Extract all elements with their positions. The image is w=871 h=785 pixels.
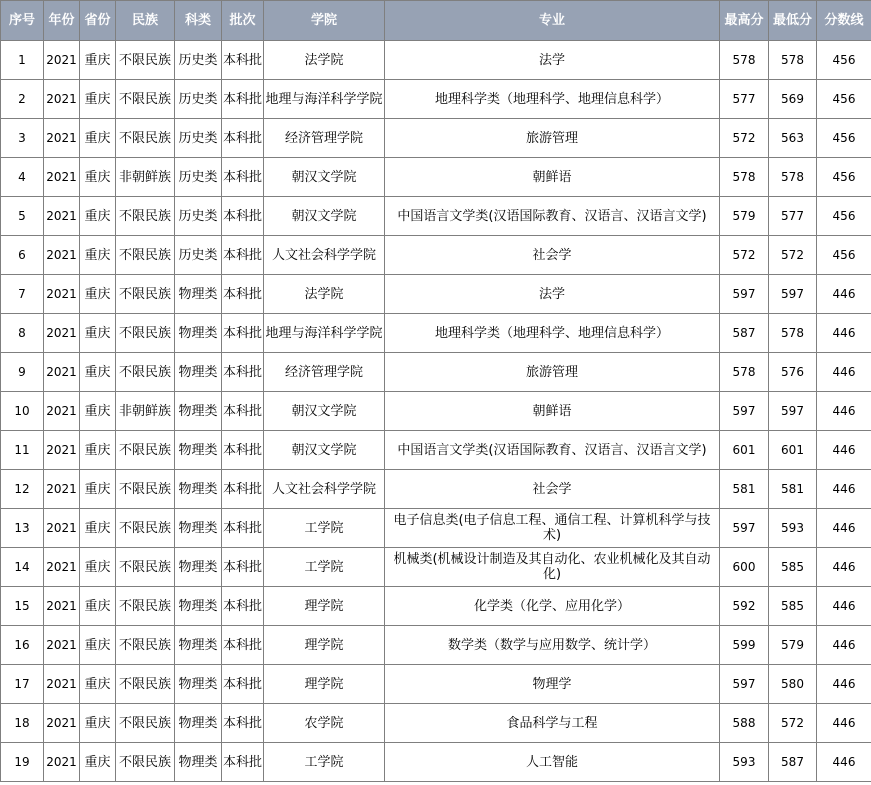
cell-college: 经济管理学院 <box>264 353 385 392</box>
cell-major: 物理学 <box>385 665 720 704</box>
cell-cutoff: 446 <box>817 275 871 314</box>
cell-major: 朝鲜语 <box>385 392 720 431</box>
cell-province: 重庆 <box>80 41 116 80</box>
cell-cutoff: 456 <box>817 41 871 80</box>
cell-province: 重庆 <box>80 314 116 353</box>
cell-index: 8 <box>1 314 44 353</box>
cell-cutoff: 446 <box>817 743 871 782</box>
cell-max-score: 572 <box>720 119 769 158</box>
cell-batch: 本科批 <box>222 236 264 275</box>
table-row <box>1 197 871 236</box>
table-row <box>1 587 871 626</box>
cell-ethnicity: 不限民族 <box>116 353 175 392</box>
cell-index: 3 <box>1 119 44 158</box>
cell-province: 重庆 <box>80 197 116 236</box>
cell-index: 18 <box>1 704 44 743</box>
cell-max-score: 597 <box>720 665 769 704</box>
cell-year: 2021 <box>44 431 80 470</box>
cell-province: 重庆 <box>80 119 116 158</box>
cell-min-score: 563 <box>769 119 817 158</box>
cell-major: 中国语言文学类(汉语国际教育、汉语言、汉语言文学) <box>385 197 720 236</box>
cell-cutoff: 446 <box>817 353 871 392</box>
cell-major: 食品科学与工程 <box>385 704 720 743</box>
cell-index: 11 <box>1 431 44 470</box>
cell-major: 电子信息类(电子信息工程、通信工程、计算机科学与技术) <box>385 509 720 548</box>
cell-batch: 本科批 <box>222 392 264 431</box>
cell-min-score: 572 <box>769 236 817 275</box>
cell-batch: 本科批 <box>222 197 264 236</box>
cell-cutoff: 456 <box>817 119 871 158</box>
cell-major: 社会学 <box>385 470 720 509</box>
cell-subject-type: 物理类 <box>175 431 222 470</box>
cell-min-score: 578 <box>769 158 817 197</box>
cell-min-score: 577 <box>769 197 817 236</box>
cell-cutoff: 446 <box>817 509 871 548</box>
cell-max-score: 579 <box>720 197 769 236</box>
cell-min-score: 576 <box>769 353 817 392</box>
cell-year: 2021 <box>44 41 80 80</box>
cell-college: 朝汉文学院 <box>264 158 385 197</box>
cell-major: 化学类（化学、应用化学） <box>385 587 720 626</box>
cell-cutoff: 446 <box>817 704 871 743</box>
cell-cutoff: 446 <box>817 548 871 587</box>
cell-subject-type: 物理类 <box>175 587 222 626</box>
cell-ethnicity: 不限民族 <box>116 470 175 509</box>
header-year: 年份 <box>44 1 80 41</box>
cell-max-score: 600 <box>720 548 769 587</box>
cell-year: 2021 <box>44 509 80 548</box>
cell-year: 2021 <box>44 704 80 743</box>
cell-min-score: 581 <box>769 470 817 509</box>
cell-batch: 本科批 <box>222 119 264 158</box>
cell-min-score: 597 <box>769 392 817 431</box>
cell-ethnicity: 不限民族 <box>116 197 175 236</box>
table-row <box>1 275 871 314</box>
cell-max-score: 587 <box>720 314 769 353</box>
cell-max-score: 597 <box>720 509 769 548</box>
table-row <box>1 314 871 353</box>
cell-major: 数学类（数学与应用数学、统计学） <box>385 626 720 665</box>
cell-province: 重庆 <box>80 275 116 314</box>
cell-major: 法学 <box>385 275 720 314</box>
cell-max-score: 578 <box>720 353 769 392</box>
cell-index: 13 <box>1 509 44 548</box>
cell-cutoff: 446 <box>817 470 871 509</box>
cell-batch: 本科批 <box>222 80 264 119</box>
cell-province: 重庆 <box>80 392 116 431</box>
cell-index: 9 <box>1 353 44 392</box>
cell-ethnicity: 非朝鲜族 <box>116 392 175 431</box>
cell-batch: 本科批 <box>222 314 264 353</box>
cell-index: 4 <box>1 158 44 197</box>
cell-year: 2021 <box>44 80 80 119</box>
cell-max-score: 601 <box>720 431 769 470</box>
cell-batch: 本科批 <box>222 509 264 548</box>
header-cutoff: 分数线 <box>817 1 871 41</box>
header-ethnicity: 民族 <box>116 1 175 41</box>
cell-cutoff: 446 <box>817 665 871 704</box>
cell-subject-type: 物理类 <box>175 626 222 665</box>
cell-ethnicity: 不限民族 <box>116 587 175 626</box>
cell-year: 2021 <box>44 314 80 353</box>
cell-subject-type: 历史类 <box>175 197 222 236</box>
header-subject-type: 科类 <box>175 1 222 41</box>
cell-major: 社会学 <box>385 236 720 275</box>
cell-subject-type: 历史类 <box>175 119 222 158</box>
cell-ethnicity: 不限民族 <box>116 665 175 704</box>
table-row <box>1 80 871 119</box>
cell-year: 2021 <box>44 626 80 665</box>
cell-min-score: 572 <box>769 704 817 743</box>
cell-college: 工学院 <box>264 548 385 587</box>
table-row <box>1 392 871 431</box>
cell-college: 理学院 <box>264 587 385 626</box>
cell-min-score: 587 <box>769 743 817 782</box>
cell-index: 5 <box>1 197 44 236</box>
cell-max-score: 592 <box>720 587 769 626</box>
cell-subject-type: 物理类 <box>175 392 222 431</box>
cell-min-score: 579 <box>769 626 817 665</box>
cell-min-score: 601 <box>769 431 817 470</box>
cell-batch: 本科批 <box>222 743 264 782</box>
cell-ethnicity: 不限民族 <box>116 236 175 275</box>
cell-province: 重庆 <box>80 509 116 548</box>
cell-max-score: 581 <box>720 470 769 509</box>
cell-college: 朝汉文学院 <box>264 431 385 470</box>
cell-cutoff: 446 <box>817 392 871 431</box>
cell-max-score: 578 <box>720 158 769 197</box>
cell-college: 人文社会科学学院 <box>264 470 385 509</box>
table-row <box>1 158 871 197</box>
cell-year: 2021 <box>44 197 80 236</box>
cell-ethnicity: 不限民族 <box>116 548 175 587</box>
cell-min-score: 578 <box>769 314 817 353</box>
table-row <box>1 119 871 158</box>
cell-ethnicity: 非朝鲜族 <box>116 158 175 197</box>
cell-batch: 本科批 <box>222 665 264 704</box>
cell-max-score: 593 <box>720 743 769 782</box>
cell-index: 16 <box>1 626 44 665</box>
header-index: 序号 <box>1 1 44 41</box>
cell-max-score: 599 <box>720 626 769 665</box>
cell-major: 中国语言文学类(汉语国际教育、汉语言、汉语言文学) <box>385 431 720 470</box>
cell-min-score: 569 <box>769 80 817 119</box>
cell-major: 机械类(机械设计制造及其自动化、农业机械化及其自动化) <box>385 548 720 587</box>
cell-min-score: 593 <box>769 509 817 548</box>
cell-college: 人文社会科学学院 <box>264 236 385 275</box>
header-major: 专业 <box>385 1 720 41</box>
cell-major: 地理科学类（地理科学、地理信息科学） <box>385 80 720 119</box>
cell-ethnicity: 不限民族 <box>116 41 175 80</box>
cell-ethnicity: 不限民族 <box>116 275 175 314</box>
header-row <box>1 1 871 41</box>
cell-province: 重庆 <box>80 548 116 587</box>
cell-cutoff: 456 <box>817 197 871 236</box>
cell-index: 6 <box>1 236 44 275</box>
cell-province: 重庆 <box>80 704 116 743</box>
cell-major: 法学 <box>385 41 720 80</box>
table-row <box>1 41 871 80</box>
cell-index: 12 <box>1 470 44 509</box>
header-province: 省份 <box>80 1 116 41</box>
cell-year: 2021 <box>44 470 80 509</box>
cell-subject-type: 历史类 <box>175 158 222 197</box>
cell-cutoff: 456 <box>817 158 871 197</box>
cell-min-score: 580 <box>769 665 817 704</box>
cell-batch: 本科批 <box>222 548 264 587</box>
cell-college: 地理与海洋科学学院 <box>264 80 385 119</box>
cell-ethnicity: 不限民族 <box>116 626 175 665</box>
header-max-score: 最高分 <box>720 1 769 41</box>
cell-ethnicity: 不限民族 <box>116 743 175 782</box>
cell-max-score: 577 <box>720 80 769 119</box>
cell-college: 法学院 <box>264 41 385 80</box>
table-row <box>1 509 871 548</box>
cell-province: 重庆 <box>80 743 116 782</box>
cell-batch: 本科批 <box>222 41 264 80</box>
cell-college: 工学院 <box>264 743 385 782</box>
cell-cutoff: 446 <box>817 587 871 626</box>
cell-subject-type: 物理类 <box>175 470 222 509</box>
cell-index: 7 <box>1 275 44 314</box>
cell-college: 理学院 <box>264 665 385 704</box>
cell-ethnicity: 不限民族 <box>116 119 175 158</box>
cell-college: 地理与海洋科学学院 <box>264 314 385 353</box>
cell-ethnicity: 不限民族 <box>116 431 175 470</box>
cell-major: 旅游管理 <box>385 353 720 392</box>
cell-college: 农学院 <box>264 704 385 743</box>
cell-index: 17 <box>1 665 44 704</box>
cell-province: 重庆 <box>80 626 116 665</box>
cell-batch: 本科批 <box>222 704 264 743</box>
cell-province: 重庆 <box>80 665 116 704</box>
cell-min-score: 585 <box>769 548 817 587</box>
cell-cutoff: 446 <box>817 626 871 665</box>
table-row <box>1 626 871 665</box>
cell-college: 法学院 <box>264 275 385 314</box>
cell-index: 1 <box>1 41 44 80</box>
cell-ethnicity: 不限民族 <box>116 80 175 119</box>
header-batch: 批次 <box>222 1 264 41</box>
cell-college: 理学院 <box>264 626 385 665</box>
cell-college: 朝汉文学院 <box>264 197 385 236</box>
cell-province: 重庆 <box>80 158 116 197</box>
cell-subject-type: 物理类 <box>175 314 222 353</box>
cell-subject-type: 物理类 <box>175 548 222 587</box>
cell-province: 重庆 <box>80 353 116 392</box>
cell-year: 2021 <box>44 119 80 158</box>
cell-max-score: 597 <box>720 392 769 431</box>
cell-major: 朝鲜语 <box>385 158 720 197</box>
cell-year: 2021 <box>44 392 80 431</box>
table-row <box>1 353 871 392</box>
cell-max-score: 572 <box>720 236 769 275</box>
table-row <box>1 236 871 275</box>
cell-province: 重庆 <box>80 470 116 509</box>
cell-ethnicity: 不限民族 <box>116 314 175 353</box>
cell-subject-type: 物理类 <box>175 665 222 704</box>
cell-cutoff: 446 <box>817 314 871 353</box>
cell-province: 重庆 <box>80 80 116 119</box>
cell-index: 15 <box>1 587 44 626</box>
cell-subject-type: 物理类 <box>175 704 222 743</box>
header-college: 学院 <box>264 1 385 41</box>
cell-max-score: 597 <box>720 275 769 314</box>
cell-index: 2 <box>1 80 44 119</box>
cell-subject-type: 物理类 <box>175 353 222 392</box>
cell-year: 2021 <box>44 158 80 197</box>
cell-batch: 本科批 <box>222 626 264 665</box>
cell-year: 2021 <box>44 743 80 782</box>
cell-index: 14 <box>1 548 44 587</box>
cell-subject-type: 历史类 <box>175 80 222 119</box>
cell-batch: 本科批 <box>222 158 264 197</box>
cell-year: 2021 <box>44 587 80 626</box>
cell-year: 2021 <box>44 275 80 314</box>
cell-year: 2021 <box>44 236 80 275</box>
cell-college: 工学院 <box>264 509 385 548</box>
cell-province: 重庆 <box>80 431 116 470</box>
cell-major: 人工智能 <box>385 743 720 782</box>
cell-min-score: 578 <box>769 41 817 80</box>
cell-province: 重庆 <box>80 236 116 275</box>
table-row <box>1 743 871 782</box>
cell-college: 经济管理学院 <box>264 119 385 158</box>
cell-subject-type: 物理类 <box>175 275 222 314</box>
cell-subject-type: 历史类 <box>175 236 222 275</box>
table-row <box>1 665 871 704</box>
cell-cutoff: 446 <box>817 431 871 470</box>
cell-subject-type: 物理类 <box>175 509 222 548</box>
cell-ethnicity: 不限民族 <box>116 704 175 743</box>
cell-ethnicity: 不限民族 <box>116 509 175 548</box>
cell-cutoff: 456 <box>817 80 871 119</box>
table-row <box>1 548 871 587</box>
cell-batch: 本科批 <box>222 587 264 626</box>
cell-batch: 本科批 <box>222 353 264 392</box>
cell-cutoff: 456 <box>817 236 871 275</box>
cell-index: 10 <box>1 392 44 431</box>
cell-min-score: 585 <box>769 587 817 626</box>
cell-province: 重庆 <box>80 587 116 626</box>
cell-min-score: 597 <box>769 275 817 314</box>
cell-subject-type: 物理类 <box>175 743 222 782</box>
header-min-score: 最低分 <box>769 1 817 41</box>
cell-major: 地理科学类（地理科学、地理信息科学） <box>385 314 720 353</box>
cell-index: 19 <box>1 743 44 782</box>
cell-batch: 本科批 <box>222 275 264 314</box>
cell-subject-type: 历史类 <box>175 41 222 80</box>
cell-year: 2021 <box>44 548 80 587</box>
table-row <box>1 431 871 470</box>
cell-year: 2021 <box>44 353 80 392</box>
cell-batch: 本科批 <box>222 470 264 509</box>
cell-year: 2021 <box>44 665 80 704</box>
cell-max-score: 588 <box>720 704 769 743</box>
cell-major: 旅游管理 <box>385 119 720 158</box>
cell-batch: 本科批 <box>222 431 264 470</box>
cell-college: 朝汉文学院 <box>264 392 385 431</box>
table-row <box>1 470 871 509</box>
table-row <box>1 704 871 743</box>
cell-max-score: 578 <box>720 41 769 80</box>
